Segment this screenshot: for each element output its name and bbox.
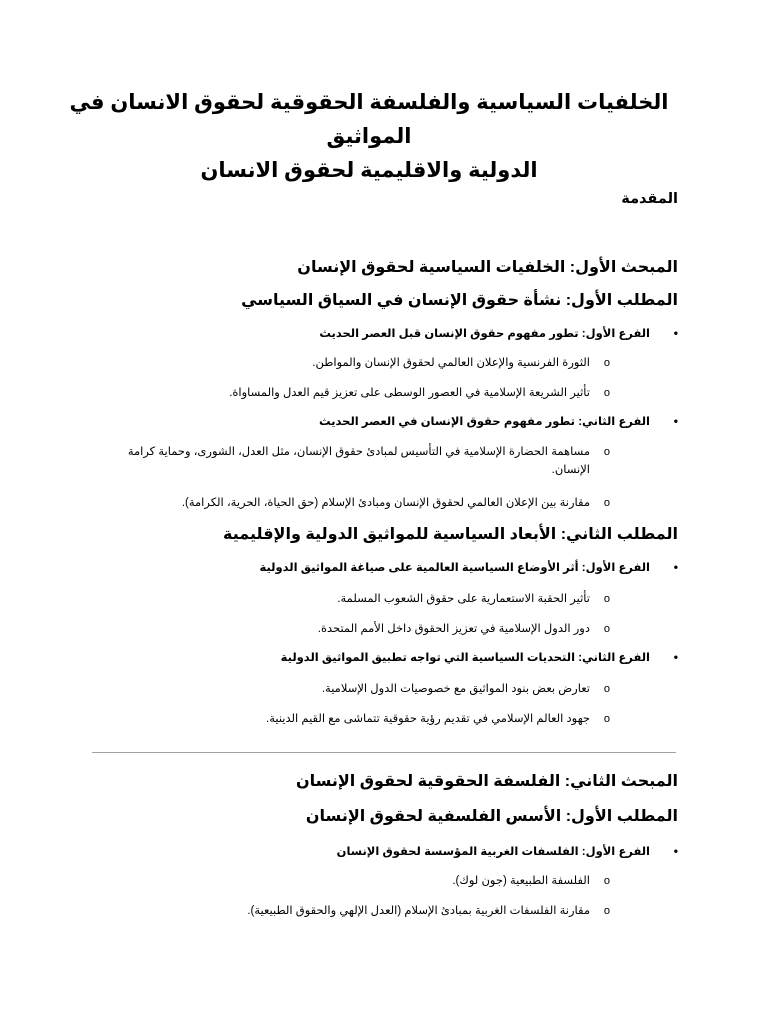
sub-bullet-marker: o (603, 875, 610, 887)
branch-label: الفرع الثاني: التحديات السياسية التي تواجه تطبيق المواثيق الدولية (280, 652, 650, 664)
list-item-text: الثورة الفرنسية والإعلان العالمي لحقوق الإنسان والمواطن. (312, 357, 590, 369)
title-line-1: الخلفيات السياسية والفلسفة الحقوقية لحقوق الانسان في المواثيق (69, 91, 669, 148)
bullet-marker: • (673, 560, 678, 574)
section1-heading: المبحث الأول: الخلفيات السياسية لحقوق الإنسان (297, 259, 678, 276)
sub-bullet-marker: o (603, 623, 610, 635)
sub-bullet-marker: o (603, 713, 610, 725)
branch-label: الفرع الأول: الفلسفات الغربية المؤسسة لحقوق الإنسان (336, 846, 650, 858)
list-item (90, 384, 678, 402)
bullet-marker: • (673, 326, 678, 340)
list-item-text: تعارض بعض بنود المواثيق مع خصوصيات الدول الإسلامية. (321, 683, 590, 695)
list-item-text: جهود العالم الإسلامي في تقديم رؤية حقوقية تتماشى مع القيم الدينية. (266, 713, 590, 725)
section2-sub1-heading: المطلب الأول: الأسس الفلسفية لحقوق الإنسان (305, 808, 678, 825)
list-item (92, 443, 678, 479)
list-item-text: مقارنة بين الإعلان العالمي لحقوق الإنسان ومبادئ الإسلام (حق الحياة، الحرية، الكرامة). (181, 497, 590, 509)
sub-bullet-marker: o (603, 387, 610, 399)
sub-bullet-marker: o (603, 905, 610, 917)
list-item (90, 680, 678, 698)
list-item (90, 590, 678, 608)
branch-label: الفرع الثاني: تطور مفهوم حقوق الإنسان في العصر الحديث (319, 416, 650, 428)
section1-sub2-branch1 (60, 560, 678, 574)
section2-sub1-branch1 (60, 844, 678, 858)
section1-sub1-branch2 (60, 414, 678, 428)
branch-label: الفرع الأول: تطور مفهوم حقوق الإنسان قبل العصر الحديث (319, 328, 650, 340)
list-item (90, 620, 678, 638)
bullet-marker: • (673, 414, 678, 428)
section1-sub2-heading: المطلب الثاني: الأبعاد السياسية للمواثيق الدولية والإقليمية (223, 526, 678, 543)
bullet-marker: • (673, 844, 678, 858)
list-item-text: دور الدول الإسلامية في تعزيز الحقوق داخل الأمم المتحدة. (317, 623, 590, 635)
list-item (90, 710, 678, 728)
sub-bullet-marker: o (603, 446, 610, 458)
bullet-marker: • (673, 650, 678, 664)
list-item-text: مقارنة الفلسفات الغربية بمبادئ الإسلام (العدل الإلهي والحقوق الطبيعية). (247, 905, 590, 917)
intro-heading: المقدمة (621, 191, 678, 207)
list-item (90, 494, 678, 512)
list-item-text: الفلسفة الطبيعية (جون لوك). (452, 875, 590, 887)
list-item-text: مساهمة الحضارة الإسلامية في التأسيس لمبادئ حقوق الإنسان، مثل العدل، الشورى، وحماية كرامة الإنسان. (127, 446, 590, 476)
section1-sub1-heading: المطلب الأول: نشأة حقوق الإنسان في السياق السياسي (241, 292, 678, 309)
sub-bullet-marker: o (603, 593, 610, 605)
list-item (90, 872, 678, 890)
title-line-2: الدولية والاقليمية لحقوق الانسان (200, 159, 538, 182)
section1-sub2-branch2 (60, 650, 678, 664)
sub-bullet-marker: o (603, 497, 610, 509)
list-item (90, 354, 678, 372)
list-item-text: تأثير الشريعة الإسلامية في العصور الوسطى على تعزيز قيم العدل والمساواة. (229, 387, 590, 399)
branch-label: الفرع الأول: أثر الأوضاع السياسية العالمية على صياغة المواثيق الدولية (259, 562, 650, 574)
sub-bullet-marker: o (603, 683, 610, 695)
section2-heading: المبحث الثاني: الفلسفة الحقوقية لحقوق الإنسان (295, 773, 678, 790)
section-divider (92, 752, 676, 753)
sub-bullet-marker: o (603, 357, 610, 369)
list-item (90, 902, 678, 920)
section1-sub1-branch1 (60, 326, 678, 340)
list-item-text: تأثير الحقبة الاستعمارية على حقوق الشعوب المسلمة. (337, 593, 590, 605)
document-title (60, 86, 678, 188)
